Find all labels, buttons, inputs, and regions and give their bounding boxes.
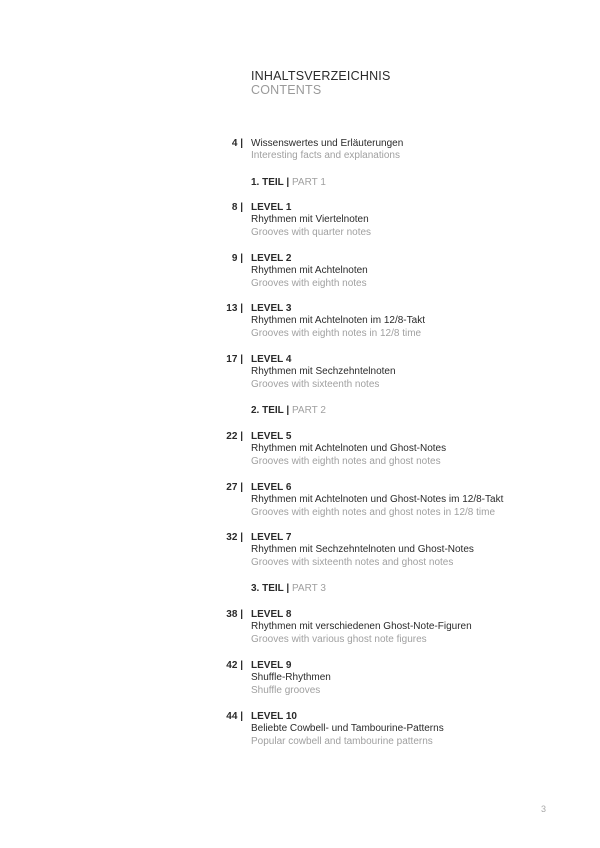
toc-title-german: Rhythmen mit Viertelnoten (251, 214, 369, 226)
toc-title-german: Rhythmen mit Sechzehntelnoten (251, 366, 396, 378)
document-page: INHALTSVERZEICHNIS CONTENTS 4 | Wissenswertes und Erläuterungen Interesting facts and explanations 1. TEIL | PART 1 8 | LEVEL 1 Rhythmen mit Viertelnoten Grooves with quarter notes 9 | LEVEL 2 Rhythmen mit Achtelnoten Grooves with eighth notes 13 | LEVEL 3 Rhythmen mit Achtelnoten im 12/8-Takt Grooves with eighth notes in 12/8 time 17 | LEVEL 4 Rhythmen mit Sechzehntelnoten Grooves with sixteenth notes 2. TEIL | PART 2 22 | LEVEL 5 Rhythmen mit Achtelnoten und Ghost-Notes Grooves with eighth notes and ghost notes 27 | LEVEL 6 Rhythmen mit Achtelnoten und Ghost-Notes im 12/8-Takt Grooves with eighth notes and ghost notes in 12/8 time 32 | LEVEL 7 Rhythmen mit Sechzehntelnoten und Ghost-Notes Grooves with sixteenth notes and ghost notes 3. TEIL | PART 3 38 | LEVEL 8 Rhythmen mit verschiedenen Ghost-Note-Figuren Grooves with various ghost note figures 42 | LEVEL 9 Shuffle-Rhythmen Shuffle grooves 44 | LEVEL 10 Beliebte Cowbell- und Tambourine-Patterns Popular cowbell and tambourine patterns 3 (226, 69, 547, 814)
toc-level-label: LEVEL 6 (251, 482, 292, 493)
toc-title-german: Beliebte Cowbell- und Tambourine-Patterns (251, 723, 444, 735)
toc-title-english: Grooves with eighth notes and ghost notes in 12/8 time (251, 506, 496, 518)
toc-title-german: Rhythmen mit Achtelnoten und Ghost-Notes (251, 443, 447, 455)
toc-page-number: 4 | (231, 138, 243, 149)
toc-title-english: Interesting facts and explanations (251, 150, 400, 162)
toc-page-number: 9 | (231, 253, 243, 264)
page-number: 3 (541, 804, 547, 814)
toc-title-german: Rhythmen mit Sechzehntelnoten und Ghost-Notes (251, 544, 474, 556)
toc-page-number: 38 | (226, 609, 243, 620)
toc-title-german: Rhythmen mit verschiedenen Ghost-Note-Figuren (251, 621, 472, 633)
toc-level-label: LEVEL 8 (251, 609, 292, 620)
toc-page-number: 32 | (226, 532, 243, 543)
contents-heading (251, 69, 391, 97)
toc-title-german: Rhythmen mit Achtelnoten im 12/8-Takt (251, 315, 425, 327)
toc-title-english: Popular cowbell and tambourine patterns (251, 735, 433, 747)
toc-title-german: Wissenswertes und Erläuterungen (251, 138, 404, 149)
toc-title-english: Grooves with various ghost note figures (251, 633, 427, 645)
toc-page-number: 22 | (226, 431, 243, 442)
toc-level-label: LEVEL 7 (251, 532, 292, 543)
toc-title-english: Grooves with eighth notes and ghost notes (251, 455, 441, 467)
toc-level-label: LEVEL 9 (251, 660, 292, 671)
page-title-german: INHALTSVERZEICHNIS (251, 69, 391, 83)
toc-title-german: Shuffle-Rhythmen (251, 672, 331, 684)
toc-page-number: 17 | (226, 354, 243, 365)
toc-title-german: Rhythmen mit Achtelnoten (251, 265, 368, 277)
toc-page-number: 27 | (226, 482, 243, 493)
toc-title-english: Grooves with sixteenth notes (251, 378, 380, 390)
toc-level-label: LEVEL 4 (251, 354, 292, 365)
toc-page-number: 42 | (226, 660, 243, 671)
toc-level-label: LEVEL 5 (251, 431, 292, 442)
toc-page-number: 44 | (226, 711, 243, 722)
toc-title-english: Grooves with eighth notes (251, 277, 367, 289)
toc-title-english: Grooves with quarter notes (251, 226, 372, 238)
page-title-english: CONTENTS (251, 83, 322, 97)
toc-title-english: Grooves with sixteenth notes and ghost notes (251, 556, 454, 568)
toc-level-label: LEVEL 3 (251, 303, 292, 314)
toc-page-number: 8 | (231, 202, 243, 213)
toc-title-english: Grooves with eighth notes in 12/8 time (251, 327, 422, 339)
toc-level-label: LEVEL 2 (251, 253, 292, 264)
toc-page-number: 13 | (226, 303, 243, 314)
toc-title-english: Shuffle grooves (251, 684, 321, 696)
toc-level-label: LEVEL 1 (251, 202, 292, 213)
toc-title-german: Rhythmen mit Achtelnoten und Ghost-Notes im 12/8-Takt (251, 494, 504, 506)
toc-level-label: LEVEL 10 (251, 711, 297, 722)
